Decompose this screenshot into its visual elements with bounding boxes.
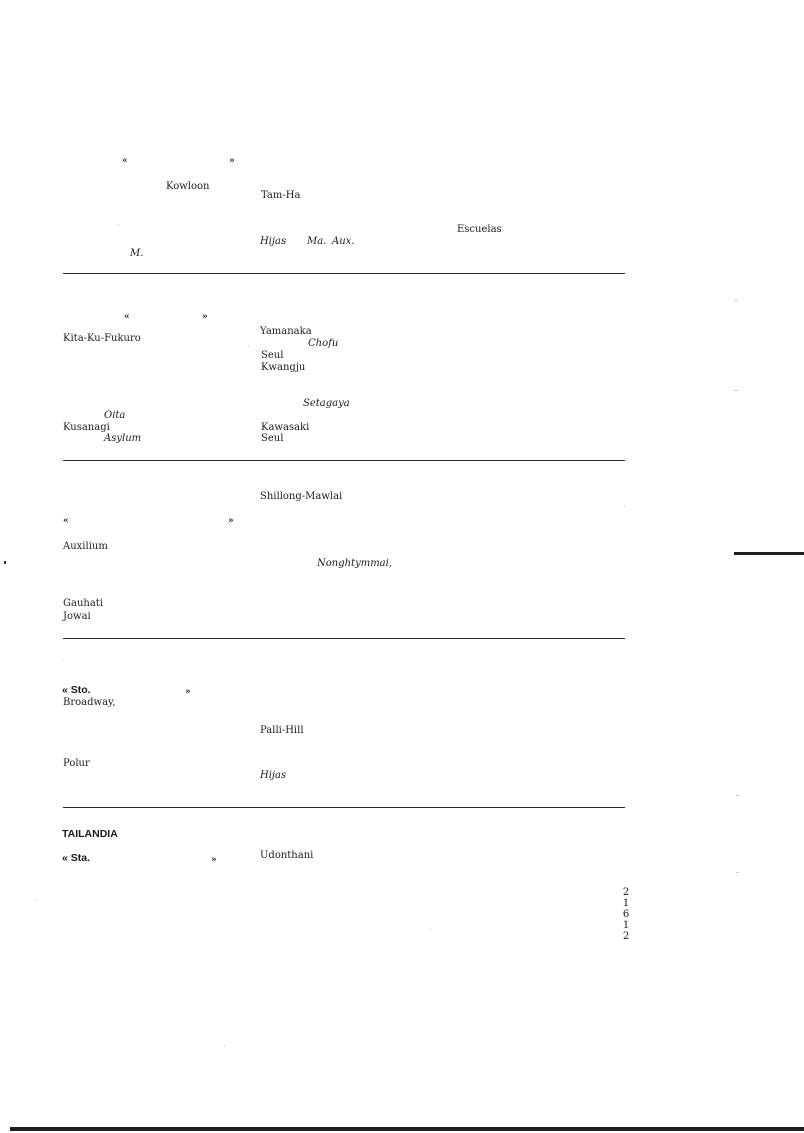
- label-sto: « Sto.: [62, 684, 91, 696]
- close-quote-mark: »: [185, 687, 191, 697]
- place-shillong-mawlai: Shillong-Mawlai: [260, 491, 343, 502]
- place-kowloon: Kowloon: [166, 181, 210, 192]
- open-quote-mark: «: [63, 516, 69, 526]
- close-quote-mark: »: [211, 855, 217, 865]
- place-kwangju: Kwangju: [261, 362, 306, 373]
- abbr-m: M.: [130, 248, 144, 259]
- scan-speck: [4, 561, 6, 564]
- place-jowai: Jowai: [63, 611, 91, 622]
- abbr-ma: Ma.: [307, 236, 327, 247]
- place-yamanaka: Yamanaka: [260, 326, 312, 337]
- place-kusanagi: Kusanagi: [63, 422, 110, 433]
- place-kawasaki: Kawasaki: [261, 422, 310, 433]
- place-kita-ku-fukuro: Kita-Ku-Fukuro: [63, 333, 141, 344]
- scan-speck: [734, 300, 738, 301]
- word-escuelas: Escuelas: [457, 224, 502, 235]
- scan-speck: [736, 872, 739, 873]
- place-seul: Seul: [261, 350, 284, 361]
- place-palli-hill: Palli-Hill: [260, 725, 304, 736]
- word-hijas: Hijas: [260, 236, 287, 247]
- close-quote-mark: »: [229, 156, 235, 166]
- scan-speck: [36, 899, 37, 900]
- section-divider: [63, 460, 625, 461]
- place-tam-ha: Tam-Ha: [261, 190, 301, 201]
- scan-speck: [736, 795, 739, 796]
- scan-speck: [248, 346, 249, 347]
- word-asylum: Asylum: [104, 433, 142, 444]
- scan-bottom-bar: [10, 1127, 804, 1131]
- scan-speck: [62, 660, 63, 661]
- place-seul: Seul: [261, 433, 284, 444]
- place-polur: Polur: [63, 758, 90, 769]
- scan-speck: [118, 224, 119, 225]
- scan-speck: [624, 506, 625, 507]
- place-oita: Oita: [104, 410, 126, 421]
- scan-speck: [224, 1045, 225, 1046]
- place-udonthani: Udonthani: [260, 850, 314, 861]
- place-gauhati: Gauhati: [63, 598, 104, 609]
- section-divider: [63, 273, 625, 274]
- section-divider: [63, 807, 625, 808]
- word-hijas: Hijas: [260, 770, 287, 781]
- open-quote-mark: «: [124, 312, 130, 322]
- country-heading: TAILANDIA: [62, 828, 118, 840]
- place-chofu: Chofu: [308, 338, 339, 349]
- word-auxilium: Auxilium: [63, 541, 108, 552]
- place-nonghtymmai: Nonghtymmai,: [317, 558, 393, 569]
- margin-number: 2 1 6 1 2: [622, 887, 630, 942]
- street-broadway: Broadway,: [63, 697, 116, 708]
- open-quote-mark: «: [122, 156, 128, 166]
- close-quote-mark: »: [228, 516, 234, 526]
- place-setagaya: Setagaya: [303, 398, 350, 409]
- label-sta: « Sta.: [62, 852, 91, 864]
- abbr-aux: Aux.: [332, 236, 355, 247]
- section-divider: [63, 638, 625, 639]
- scan-speck: [734, 390, 738, 391]
- close-quote-mark: »: [202, 312, 208, 322]
- scan-edge-bar: [734, 552, 804, 555]
- scan-speck: [429, 929, 430, 930]
